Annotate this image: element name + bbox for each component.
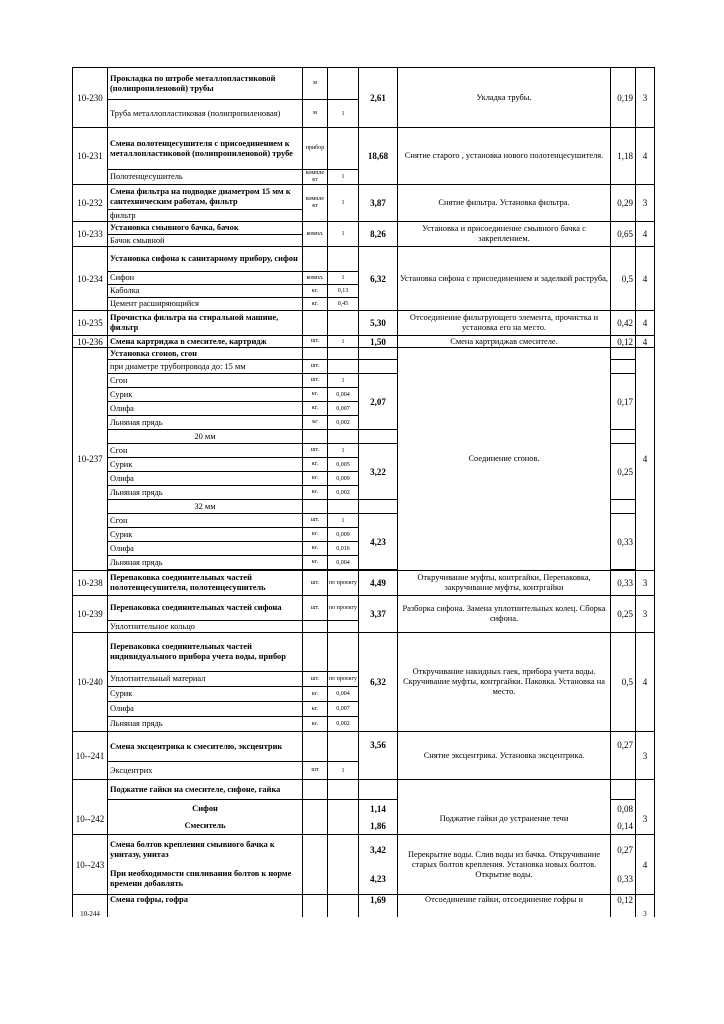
row-norm: 18,68 xyxy=(359,128,398,185)
row-title: Смена фильтра на подводке диаметром 15 мм к сантехническим работам, фильтр xyxy=(108,185,303,210)
material-qty: 0,002 xyxy=(328,416,359,430)
table-row xyxy=(73,222,655,235)
row-norm: 8,26 xyxy=(359,222,398,247)
material-name: Уплотнительное кольцо xyxy=(108,621,303,633)
material-qty: 1 xyxy=(328,444,359,458)
table-row xyxy=(73,247,655,272)
row-norm: 6,32 xyxy=(359,633,398,732)
row-norm: 2,07 xyxy=(359,374,398,430)
material-qty: 0,007 xyxy=(328,702,359,717)
row-grade: 4 xyxy=(636,633,655,732)
material-name: Льняная прядь xyxy=(108,416,303,430)
row-desc: Смена картриджав смесителе. xyxy=(398,336,611,348)
material-qty: 0,002 xyxy=(328,486,359,500)
row-title: Перепаковка соединительных частей полотенцесушителя, полотенцесушитель xyxy=(108,571,303,596)
table-row xyxy=(73,311,655,336)
row-coef: 0,12 xyxy=(611,336,636,348)
row-grade: 3 xyxy=(636,68,655,128)
row-coef: 0,5 xyxy=(611,247,636,311)
row-coef: 0,25 xyxy=(611,444,636,500)
row-norm: 4,23 xyxy=(359,865,398,895)
material-unit: кг. xyxy=(303,717,328,732)
table-row xyxy=(73,571,655,596)
table-row xyxy=(73,780,655,800)
row-coef: 0,65 xyxy=(611,222,636,247)
table-row xyxy=(73,336,655,348)
row-unit: шт. xyxy=(303,336,328,348)
row-norm: 3,87 xyxy=(359,185,398,222)
material-name: Цемент расширяющийся xyxy=(108,298,303,311)
row-title: Смена гофры, гофра xyxy=(108,895,303,917)
row-desc: Установка сифона с присоединением и заделкой раструба, xyxy=(398,247,611,311)
sub-coef: 0,14 xyxy=(611,819,636,835)
row-qty: по проекту xyxy=(328,571,359,596)
material-unit: кг. xyxy=(303,472,328,486)
table-row xyxy=(73,895,655,917)
row-title: Перепаковка соединительных частей индивидуального прибора учета воды, прибор xyxy=(108,633,303,672)
row-code: 10-237 xyxy=(73,348,108,571)
row-grade: 4 xyxy=(636,835,655,895)
row-title: Смена полотенцесушителя с присоединением к металлопластиковой (полипропиленовой) трубе xyxy=(108,128,303,170)
row-norm: 1,50 xyxy=(359,336,398,348)
row-desc: Откручивание накидных гаек, прибора учета воды. Скручивание муфты, контргайки. Паковка. Установка на место. xyxy=(398,633,611,732)
row-code: 10-233 xyxy=(73,222,108,247)
row-title: Установка сгонов, сгон xyxy=(108,348,303,360)
material-qty: 1 xyxy=(328,100,359,128)
row-code: 10-232 xyxy=(73,185,108,222)
row-coef: 0,19 xyxy=(611,68,636,128)
row-norm: 4,23 xyxy=(359,514,398,570)
material-name: Сурик xyxy=(108,528,303,542)
row-norm: 3,22 xyxy=(359,444,398,500)
row-grade: 4 xyxy=(636,311,655,336)
material-name: Сурик xyxy=(108,687,303,702)
row-desc: Соединение сгонов. xyxy=(398,348,611,571)
table-row xyxy=(73,633,655,672)
row-desc: Разборка сифона. Замена уплотнительных колец. Сборка сифона. xyxy=(398,596,611,633)
row-title: Смена болтов крепления смывного бачка к унитазу, унитаз xyxy=(108,835,303,865)
sub-norm: 1,14 xyxy=(359,800,398,819)
material-unit: м xyxy=(303,100,328,128)
material-qty: 0,13 xyxy=(328,285,359,298)
table-row xyxy=(73,128,655,170)
row-code: 10--241 xyxy=(73,732,108,780)
row-code: 10-238 xyxy=(73,571,108,596)
row-qty: 1 xyxy=(328,185,359,222)
row-norm: 3,37 xyxy=(359,596,398,633)
diameter-unit: шт. xyxy=(303,360,328,374)
row-grade: 3 xyxy=(636,895,655,917)
row-grade: 4 xyxy=(636,336,655,348)
row-norm: 4,49 xyxy=(359,571,398,596)
material-unit: шт. xyxy=(303,444,328,458)
material-name: Сифон xyxy=(108,272,303,285)
material-unit: кг. xyxy=(303,702,328,717)
row-norm: 3,42 xyxy=(359,835,398,865)
material-unit: кг. xyxy=(303,402,328,416)
row-desc: Откручивание муфты, контргайки, Перепаковка, закручивание муфты, контргайки xyxy=(398,571,611,596)
row-desc: Отсоединение гайки, отсоединение гофры и xyxy=(398,895,611,917)
table-row xyxy=(73,835,655,865)
material-unit: кг. xyxy=(303,687,328,702)
material-unit: кг. xyxy=(303,528,328,542)
material-unit: кг. xyxy=(303,298,328,311)
row-code: 10-230 xyxy=(73,68,108,128)
row-coef: 0,27 xyxy=(611,835,636,865)
row-grade: 3 xyxy=(636,185,655,222)
material-unit: компле кт xyxy=(303,170,328,185)
material-name: Полотенцесушитель xyxy=(108,170,303,185)
material-qty: 1 xyxy=(328,514,359,528)
material-unit: компл. xyxy=(303,272,328,285)
row-unit: прибор xyxy=(303,128,328,170)
row-norm: 1,69 xyxy=(359,895,398,917)
row-unit: компле кт xyxy=(303,185,328,222)
row-norm: 6,32 xyxy=(359,247,398,311)
row-code: 10-235 xyxy=(73,311,108,336)
material-qty: 1 xyxy=(328,374,359,388)
material-unit: кг. xyxy=(303,458,328,472)
material-name: Уплотнительный материал xyxy=(108,672,303,687)
row-coef: 0,33 xyxy=(611,571,636,596)
row-title: Смена картриджа в смесителе, картридж xyxy=(108,336,303,348)
row-grade: 4 xyxy=(636,348,655,571)
row-title: Смена эксцентрика к смесителю, эксцентрик xyxy=(108,732,303,762)
row-coef: 1,18 xyxy=(611,128,636,185)
material-name: фильтр xyxy=(108,210,303,222)
row-grade: 4 xyxy=(636,247,655,311)
material-qty: 0,007 xyxy=(328,402,359,416)
material-qty: 0,004 xyxy=(328,556,359,570)
material-unit: шт. xyxy=(303,374,328,388)
material-unit: шт. xyxy=(303,672,328,687)
row-coef: 0,42 xyxy=(611,311,636,336)
material-unit: кг. xyxy=(303,486,328,500)
material-unit: шт. xyxy=(303,514,328,528)
material-name: Эксцентрих xyxy=(108,762,303,780)
row-desc: Установка и присоединение смывного бачка с закреплением. xyxy=(398,222,611,247)
row-code: 10--243 xyxy=(73,835,108,895)
material-unit: кг. xyxy=(303,542,328,556)
row-code: 10-236 xyxy=(73,336,108,348)
row-title: Поджатие гайки на смесителе, сифоне, гайка xyxy=(108,780,303,800)
row-code: 10-240 xyxy=(73,633,108,732)
material-name: Труба металлопластиковая (полипропиленовая) xyxy=(108,100,303,128)
material-name: Олифа xyxy=(108,472,303,486)
row-title: Прокладка по штробе металлопластиковой (полипропиленовой) трубы xyxy=(108,68,303,100)
material-name: Сгон xyxy=(108,514,303,528)
row-title: Прочистка фильтра на стиральной машине, фильтр xyxy=(108,311,303,336)
row-desc: Снятие фильтра. Установка фильтра. xyxy=(398,185,611,222)
material-qty: 0,004 xyxy=(328,388,359,402)
material-name: Олифа xyxy=(108,542,303,556)
row-code: 10--242 xyxy=(73,780,108,835)
row-qty: по проекту xyxy=(328,596,359,621)
material-qty: 0,009 xyxy=(328,528,359,542)
row-code: 10-239 xyxy=(73,596,108,633)
sub-item: Сифон xyxy=(108,800,303,819)
table-row xyxy=(73,185,655,210)
row-grade: 4 xyxy=(636,128,655,185)
table-row xyxy=(73,596,655,621)
norms-table xyxy=(72,67,655,917)
material-name: Каболка xyxy=(108,285,303,298)
row-grade: 3 xyxy=(636,596,655,633)
row-grade: 4 xyxy=(636,222,655,247)
material-qty: 1 xyxy=(328,272,359,285)
row-coef: 0,33 xyxy=(611,514,636,570)
row-qty: 1 xyxy=(328,336,359,348)
row-grade: 3 xyxy=(636,780,655,835)
row-norm: 5,30 xyxy=(359,311,398,336)
row-code: 10-234 xyxy=(73,247,108,311)
material-name: Сгон xyxy=(108,374,303,388)
material-unit: кг. xyxy=(303,556,328,570)
row-title: Установка сифона к санитарному прибору, сифон xyxy=(108,247,303,272)
row-unit: шт. xyxy=(303,571,328,596)
material-name: Льняная прядь xyxy=(108,717,303,732)
row-desc: Поджатие гайки до устранение течи xyxy=(398,780,611,835)
sub-coef: 0,08 xyxy=(611,800,636,819)
row-desc: Снятие старого , установка нового полотенцесушителя. xyxy=(398,128,611,185)
row-coef: 0,33 xyxy=(611,865,636,895)
material-qty: 0,002 xyxy=(328,717,359,732)
material-name: Олифа xyxy=(108,702,303,717)
material-name: Сурик xyxy=(108,388,303,402)
material-unit: шт xyxy=(303,762,328,780)
diameter-label: 20 мм xyxy=(108,430,303,444)
row-coef: 0,5 xyxy=(611,633,636,732)
table-row xyxy=(73,348,655,360)
material-name: Бачок смывной xyxy=(108,235,303,247)
material-name: Льняная прядь xyxy=(108,486,303,500)
row-unit: компл. xyxy=(303,222,328,247)
row-coef: 0,27 xyxy=(611,732,636,780)
material-qty: 0,45 xyxy=(328,298,359,311)
material-qty: 1 xyxy=(328,762,359,780)
sub-norm: 1,86 xyxy=(359,819,398,835)
material-qty: по проекту xyxy=(328,672,359,687)
row-unit: шт. xyxy=(303,596,328,621)
material-name: Олифа xyxy=(108,402,303,416)
row-subtitle: При необходимости спиливания болтов к норме времени добавлять xyxy=(108,865,303,895)
material-qty: 1 xyxy=(328,170,359,185)
row-norm: 3,56 xyxy=(359,732,398,780)
material-unit: кг. xyxy=(303,285,328,298)
material-qty: 0,004 xyxy=(328,687,359,702)
row-desc: Отсоединение фильтрующего элемента, прочистка и установка его на место. xyxy=(398,311,611,336)
material-qty: 0,005 xyxy=(328,458,359,472)
row-grade: 3 xyxy=(636,571,655,596)
row-desc: Снятие эксцентрика. Установка эксцентрика. xyxy=(398,732,611,780)
row-desc: Перекрытие воды. Слив воды из бачка. Откручивание старых болтов крепления. Установка новых болтов. Открытие воды. xyxy=(398,835,611,895)
diameter-label: 32 мм xyxy=(108,500,303,514)
diameter-label: при диаметре трубопровода до: 15 мм xyxy=(108,360,303,374)
row-desc: Укладка трубы. xyxy=(398,68,611,128)
row-coef: 0,17 xyxy=(611,374,636,430)
row-code: 10-244 xyxy=(73,895,108,917)
row-coef: 0,12 xyxy=(611,895,636,917)
row-unit: м xyxy=(303,68,328,100)
material-name: Льняная прядь xyxy=(108,556,303,570)
row-coef: 0,29 xyxy=(611,185,636,222)
row-norm: 2,61 xyxy=(359,68,398,128)
row-coef: 0,25 xyxy=(611,596,636,633)
table-row xyxy=(73,68,655,100)
material-name: Сгон xyxy=(108,444,303,458)
material-name: Сурик xyxy=(108,458,303,472)
material-qty: 0,016 xyxy=(328,542,359,556)
material-unit: кг. xyxy=(303,388,328,402)
row-qty: 1 xyxy=(328,222,359,247)
table-row xyxy=(73,732,655,762)
row-code: 10-231 xyxy=(73,128,108,185)
row-title: Установка смывного бачка, бачок xyxy=(108,222,303,235)
norms-table-sheet xyxy=(72,67,655,917)
row-title: Перепаковка соединительных частей сифона xyxy=(108,596,303,621)
material-qty: 0,009 xyxy=(328,472,359,486)
row-grade: 3 xyxy=(636,732,655,780)
material-unit: кг xyxy=(303,416,328,430)
sub-item: Смеситель xyxy=(108,819,303,835)
